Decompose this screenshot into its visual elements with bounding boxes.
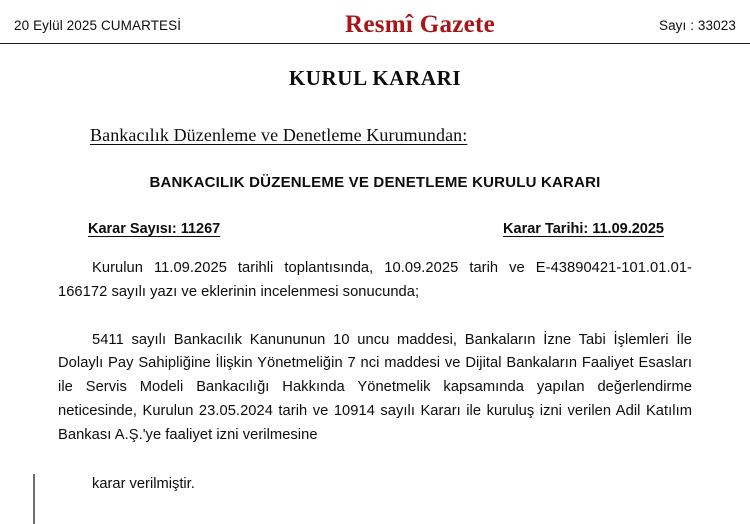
- paragraph-2: 5411 sayılı Bankacılık Kanununun 10 uncu maddesi, Bankaların İzne Tabi İşlemleri İle Dolaylı Pay Sahipliğine İlişkin Yönetmeliğin 7 nci maddesi ve Dijital Bankaların Faaliyet Esasları ile Servis Modeli Bankacılığı Hakkında Yönetmelik kapsamında yapılan değerlendirme neticesinde, Kurulun 23.05.2024 tarih ve 10914 sayılı Kararı ile kuruluş izni verilen Adil Katılım Bankası A.Ş.'ye faaliyet izni verilmesine: [58, 331, 692, 443]
- decision-title: BANKACILIK DÜZENLEME VE DENETLEME KURULU KARARI: [149, 174, 601, 191]
- paragraph-1: Kurulun 11.09.2025 tarihli toplantısında, 10.09.2025 tarih ve E-43890421-101.01.01-166172 sayılı yazı ve eklerinin incelenmesi sonucunda;: [58, 260, 692, 300]
- masthead: [0, 0, 750, 44]
- decision-number: Karar Sayısı: 11267: [88, 221, 221, 237]
- document-body: [0, 66, 750, 492]
- masthead-date: 20 Eylül 2025 CUMARTESİ: [14, 18, 182, 33]
- masthead-issue-number: Sayı : 33023: [658, 18, 736, 33]
- closing-statement: karar verilmiştir.: [92, 475, 195, 492]
- page-margin-rule: [33, 474, 35, 524]
- issuing-authority: Bankacılık Düzenleme ve Denetleme Kurumundan:: [90, 125, 468, 145]
- decision-date: Karar Tarihi: 11.09.2025: [503, 221, 664, 237]
- document-heading: KURUL KARARI: [288, 66, 462, 90]
- masthead-title: Resmî Gazete: [345, 11, 496, 38]
- decision-meta: [58, 221, 692, 237]
